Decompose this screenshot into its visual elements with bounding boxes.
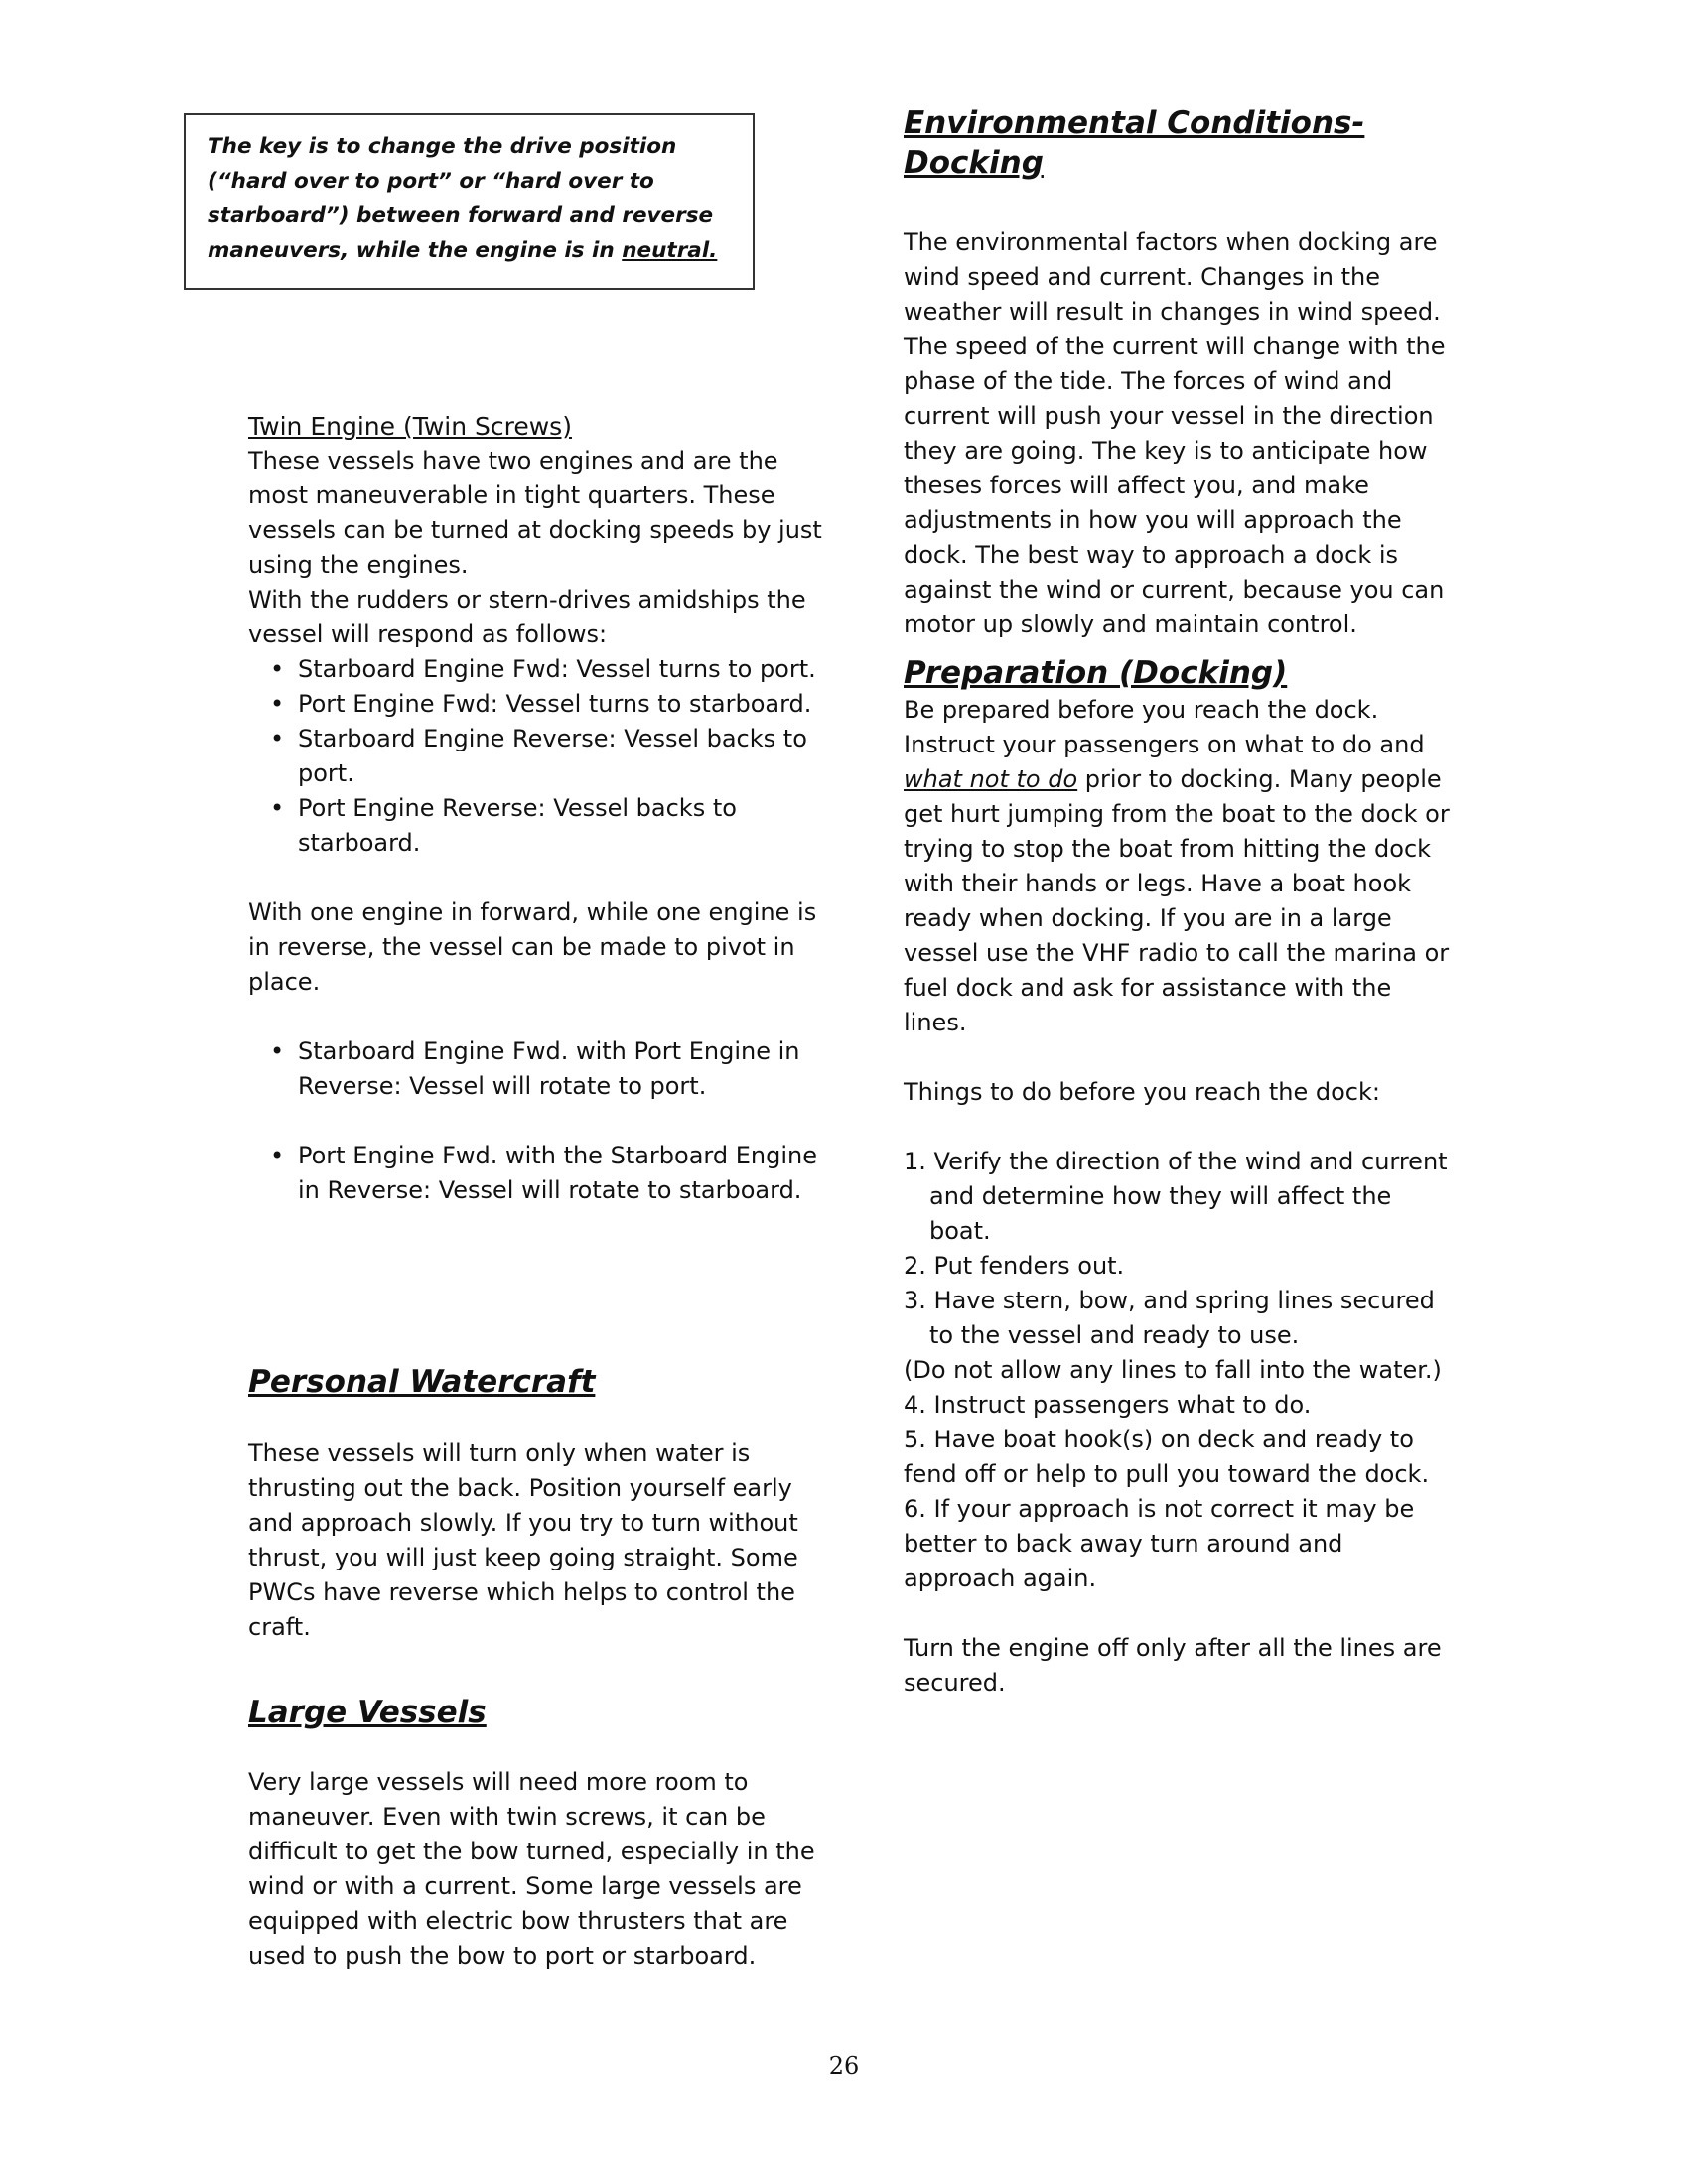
environmental-body: The environmental factors when docking are wind speed and current. Changes in the weather will result in changes in wind speed. The speed of the current will change with the phase of the tide. The forces of wind and current will push your vessel in the direction they are going. The key is to anticipate how theses forces will affect you, and make adjustments in how you will approach the dock. The best way to approach a dock is against the wind or current, because you can motor up slowly and maintain control. [904,228,1446,638]
preparation-steps [904,1145,1460,1596]
list-item: • Port Engine Reverse: Vessel backs to starboard. [248,791,824,861]
large-vessels-body: Very large vessels will need more room to maneuver. Even with twin screws, it can be difficult to get the bow turned, especially in the wind or with a current. Some large vessels are equipped with electric bow thrusters that are used to push the bow to port or starboard. [248,1768,815,1970]
preparation-emphasis: what not to do [904,765,1078,793]
personal-watercraft-heading: Personal Watercraft [248,1364,596,1400]
twin-engine-responses [248,652,824,861]
twin-engine-pivot: With one engine in forward, while one engine is in reverse, the vessel can be made to pivot in place. [248,898,817,996]
list-item: • Port Engine Fwd. with the Starboard Engine in Reverse: Vessel will rotate to starboard. [248,1139,824,1208]
large-vessels-section [248,1693,824,1974]
list-item: • Starboard Engine Fwd: Vessel turns to port. [248,652,824,687]
large-vessels-heading: Large Vessels [248,1695,487,1730]
twin-engine-intro: These vessels have two engines and are the most maneuverable in tight quarters. These vessels can be turned at docking speeds by just using the engines. [248,447,822,579]
list-item: • Starboard Engine Fwd. with Port Engine in Reverse: Vessel will rotate to port. [248,1034,824,1104]
key-callout-emphasis: neutral. [622,238,718,263]
list-item: 6. If your approach is not correct it may be better to back away turn around and approach again. [904,1495,1415,1592]
list-item: 4. Instruct passengers what to do. [904,1391,1312,1419]
key-callout-text: The key is to change the drive position (“hard over to port” or “hard over to starboard”) between forward and reverse maneuvers, while the engine is in [208,134,714,263]
page-number: 26 [828,2052,860,2080]
twin-engine-pivot-cases [248,1034,824,1208]
list-item: (Do not allow any lines to fall into the water.) [904,1356,1442,1384]
preparation-body-end: prior to docking. Many people get hurt jumping from the boat to the dock or trying to stop the boat from hitting the dock with their hands or legs. Have a boat hook ready when docking. If you are in a large vessel use the VHF radio to call the marina or fuel dock and ask for assistance with the lines. [904,765,1450,1036]
preparation-body [904,693,1460,1040]
twin-engine-heading: Twin Engine (Twin Screws) [248,412,572,441]
list-item: 5. Have boat hook(s) on deck and ready to fend off or help to pull you toward the dock. [904,1426,1430,1488]
twin-engine-amidships: With the rudders or stern-drives amidships the vessel will respond as follows: [248,586,806,648]
list-item: 2. Put fenders out. [904,1252,1125,1280]
preparation-things-intro: Things to do before you reach the dock: [904,1078,1380,1106]
preparation-section [904,653,1460,1701]
personal-watercraft-section [248,1362,824,1645]
environmental-section [904,103,1460,642]
personal-watercraft-body: These vessels will turn only when water is thrusting out the back. Position yourself early and approach slowly. If you try to turn without thrust, you will just keep going straight. Some PWCs have reverse which helps to control the craft. [248,1439,798,1641]
key-callout-box [184,113,755,290]
list-item: • Port Engine Fwd: Vessel turns to starboard. [248,687,824,722]
preparation-closing: Turn the engine off only after all the lines are secured. [904,1634,1442,1697]
preparation-heading: Preparation (Docking) [904,655,1288,691]
environmental-heading: Environmental Conditions-Docking [904,105,1365,181]
twin-engine-section [248,409,824,1208]
list-item: 1. Verify the direction of the wind and current and determine how they will affect the boat. [904,1148,1448,1245]
list-item: • Starboard Engine Reverse: Vessel backs to port. [248,722,824,791]
list-item: 3. Have stern, bow, and spring lines secured to the vessel and ready to use. [904,1287,1435,1349]
preparation-body-start: Be prepared before you reach the dock. Instruct your passengers on what to do and [904,696,1425,758]
